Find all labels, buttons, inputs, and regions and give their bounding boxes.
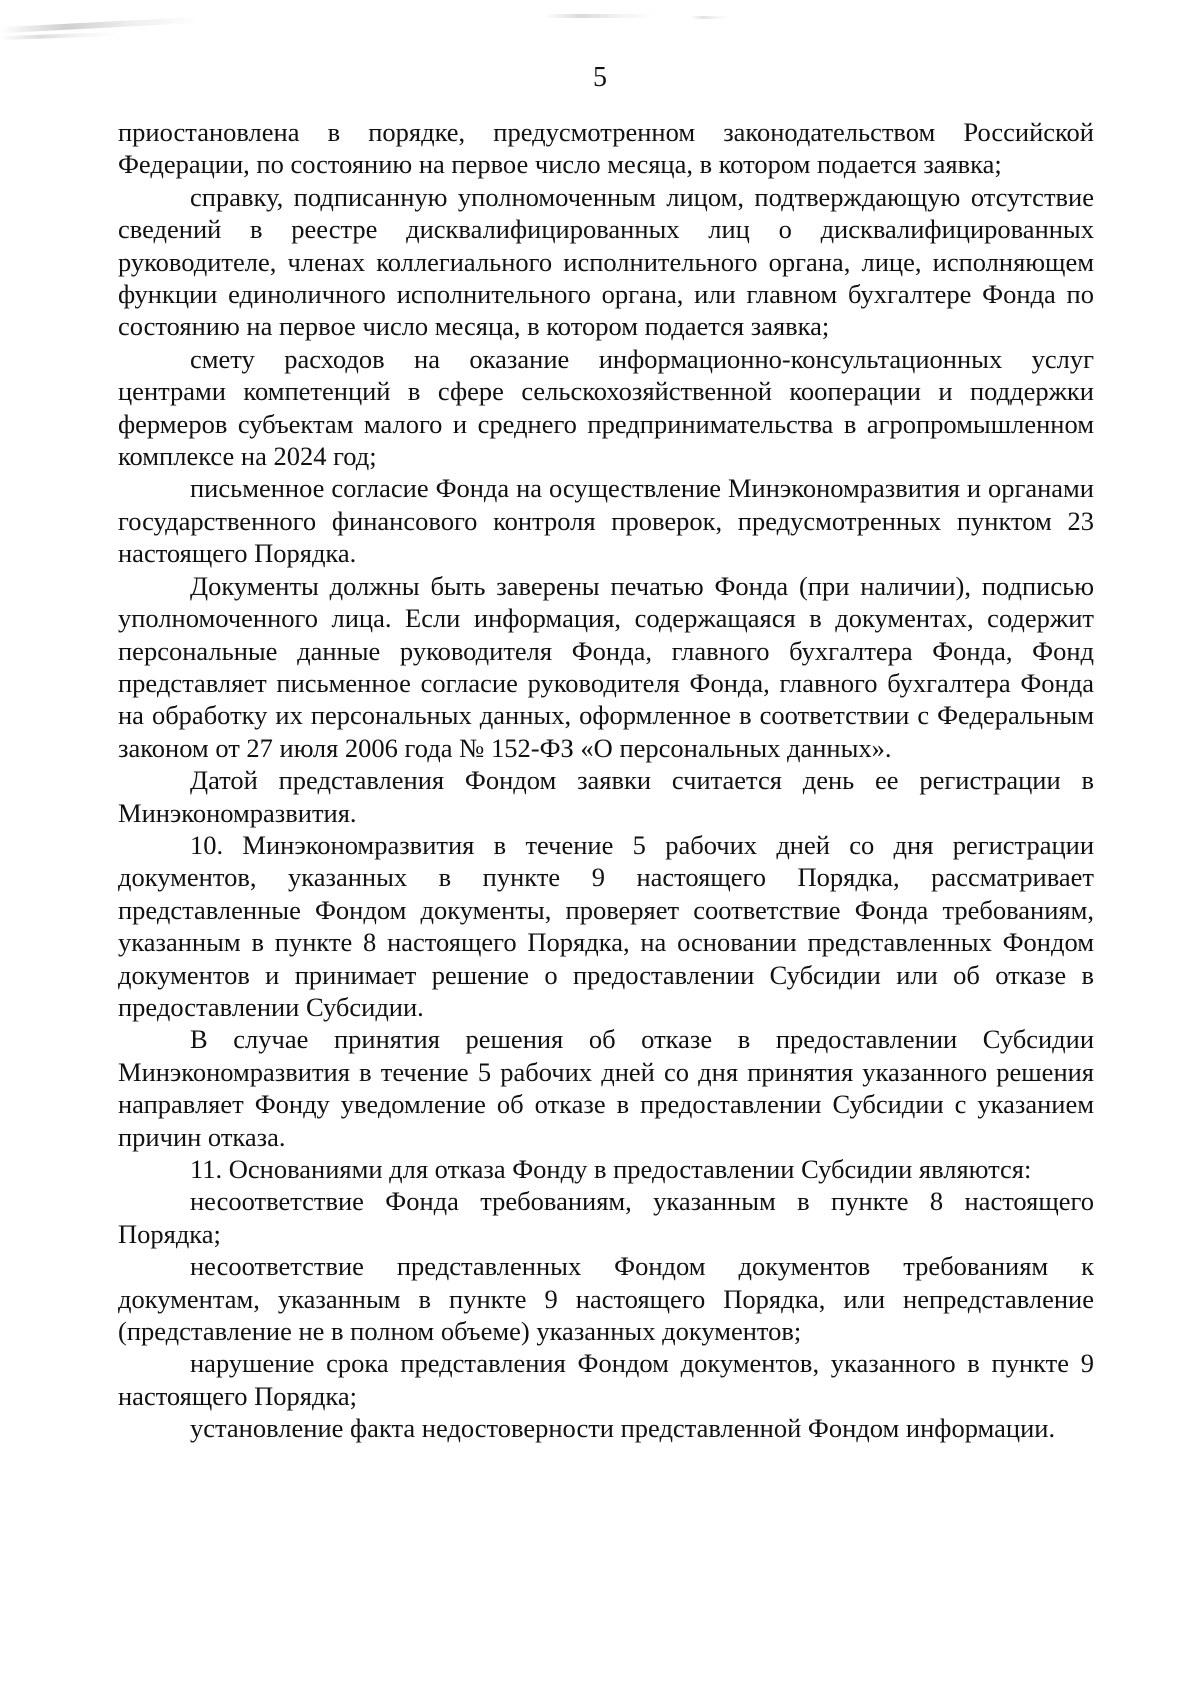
- paragraph: несоответствие Фонда требованиям, указанным в пункте 8 настоящего Порядка;: [118, 1186, 1094, 1249]
- paragraph: письменное согласие Фонда на осуществление Минэкономразвития и органами государственного финансового контроля проверок, предусмотренных пунктом 23 настоящего Порядка.: [118, 473, 1094, 569]
- paragraph: В случае принятия решения об отказе в предоставлении Субсидии Минэкономразвития в течение 5 рабочих дней со дня принятия указанного решения направляет Фонду уведомление об отказе в предоставлении Субсидии с указанием причин отказа.: [118, 1024, 1094, 1152]
- document-body: [118, 116, 1094, 1445]
- page-number: 5: [593, 62, 607, 93]
- scan-artifact: [0, 17, 200, 33]
- paragraph: установление факта недостоверности представленной Фондом информации.: [190, 1413, 1056, 1444]
- paragraph: смету расходов на оказание информационно-консультационных услуг центрами компетенций в сфере сельскохозяйственной кооперации и поддержки фермеров субъектам малого и среднего предпринимательства в агропромышленном комплексе на 2024 год;: [118, 343, 1094, 472]
- paragraph: нарушение срока представления Фондом документов, указанного в пункте 9 настоящего Порядка;: [118, 1348, 1094, 1411]
- scan-artifact: [0, 32, 120, 40]
- paragraph: 11. Основаниями для отказа Фонду в предоставлении Субсидии являются:: [190, 1154, 1032, 1184]
- scan-artifact: [690, 16, 730, 19]
- paragraph: несоответствие представленных Фондом документов требованиям к документам, указанным в пункте 9 настоящего Порядка, или непредставление (представление не в полном объеме) указанных документов;: [118, 1251, 1094, 1347]
- scan-artifact: [545, 14, 655, 18]
- paragraph: Датой представления Фондом заявки считается день ее регистрации в Минэкономразвития.: [118, 765, 1094, 828]
- paragraph: справку, подписанную уполномоченным лицом, подтверждающую отсутствие сведений в реестре дисквалифицированных лиц о дисквалифицированных руководителе, членах коллегиального исполнительного органа, лице, исполняющем функции единоличного исполнительного органа, или главном бухгалтере Фонда по состоянию на первое число месяца, в котором подается заявка;: [118, 181, 1094, 342]
- paragraph: приостановлена в порядке, предусмотренном законодательством Российской Федерации, по состоянию на первое число месяца, в котором подается заявка;: [118, 117, 1094, 180]
- paragraph: Документы должны быть заверены печатью Фонда (при наличии), подписью уполномоченного лица. Если информация, содержащаяся в документах, содержит персональные данные руководителя Фонда, главного бухгалтера Фонда, Фонд представляет письменное согласие руководителя Фонда, главного бухгалтера Фонда на обработку их персональных данных, оформленное в соответствии с Федеральным законом от 27 июля 2006 года № 152-ФЗ «О персональных данных».: [118, 570, 1094, 763]
- paragraph: 10. Минэкономразвития в течение 5 рабочих дней со дня регистрации документов, указанных в пункте 9 настоящего Порядка, рассматривает представленные Фондом документы, проверяет соответствие Фонда требованиям, указанным в пункте 8 настоящего Порядка, на основании представленных Фондом документов и принимает решение о предоставлении Субсидии или об отказе в предоставлении Субсидии.: [118, 829, 1094, 1022]
